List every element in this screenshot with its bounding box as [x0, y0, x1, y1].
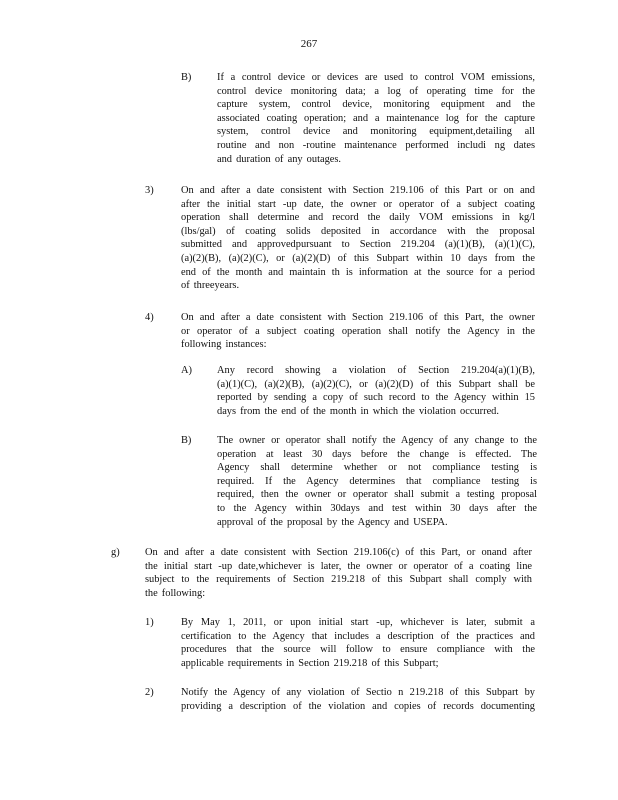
text-line: associated coating operation; and a maintenance log for the capture — [217, 112, 535, 124]
text-line: If a control device or devices are used to control VOM emissions, — [217, 72, 535, 83]
text-line: required. If the Agency determines that compliance testing is — [217, 475, 537, 487]
text-line: the initial start -up date,whichever is later, the owner or operator of a coating line — [145, 560, 532, 572]
item-text — [217, 434, 537, 529]
item-label: 3) — [145, 185, 154, 196]
text-line: By May 1, 2011, or upon initial start -up, whichever is later, submit a — [181, 617, 535, 628]
text-line: Notify the Agency of any violation of Sectio n 219.218 of this Subpart by — [181, 687, 535, 698]
page-number: 267 — [300, 38, 318, 50]
text-line: reported by sending a copy of such record to the Agency within 15 — [217, 392, 535, 404]
text-line: submitted and approvedpursuant to Section 219.204 (a)(1)(B), (a)(1)(C), — [181, 239, 535, 251]
text-line: routine and non -routine maintenance performed includi ng dates — [217, 139, 535, 151]
text-line: On and after a date consistent with Section 219.106 of this Part or on and — [181, 185, 535, 196]
item-text — [181, 616, 535, 670]
text-line: following instances: — [181, 339, 267, 351]
text-line: to the Agency within 30days and test within 30 days after the — [217, 502, 537, 514]
item-label: 1) — [145, 617, 154, 628]
text-line: required, then the owner or operator shall submit a testing proposal — [217, 489, 537, 501]
item-label: B) — [181, 435, 192, 446]
item-text — [181, 184, 535, 293]
text-line: applicable requirements in Section 219.218 of this Subpart; — [181, 657, 439, 669]
item-label: 4) — [145, 312, 154, 323]
text-line: control device monitoring data; a log of operating time for the — [217, 85, 535, 97]
text-line: operation shall determine and record the daily VOM emissions in kg/l — [181, 212, 535, 224]
text-line: of threeyears. — [181, 280, 240, 292]
text-line: Agency shall determine whether or not compliance testing is — [217, 462, 537, 474]
item-label: g) — [111, 547, 120, 558]
item-text — [181, 311, 535, 352]
item-label: A) — [181, 365, 192, 376]
item-text — [217, 71, 535, 166]
text-line: capture system, control device, monitoring equipment and the — [217, 99, 535, 111]
text-line: end of the month and maintain th is information at the source for a period — [181, 266, 535, 278]
text-line: providing a description of the violation and copies of records documenting — [181, 700, 535, 712]
text-line: or operator of a subject coating operation shall notify the Agency in the — [181, 325, 535, 337]
text-line: approval of the proposal by the Agency and USEPA. — [217, 516, 448, 528]
text-line: (a)(2)(B), (a)(2)(C), or (a)(2)(D) of this Subpart within 10 days from the — [181, 252, 535, 264]
text-line: system, control device and monitoring equipment,detailing all — [217, 126, 535, 138]
text-line: subject to the requirements of Section 219.218 of this Subpart shall comply with — [145, 574, 532, 586]
text-line: Any record showing a violation of Section 219.204(a)(1)(B), — [217, 365, 535, 376]
text-line: operation at least 30 days before the change is effected. The — [217, 448, 537, 460]
item-label: 2) — [145, 687, 154, 698]
text-line: after the initial start -up date, the owner or operator of a subject coating — [181, 198, 535, 210]
item-text — [217, 364, 535, 418]
text-line: and duration of any outages. — [217, 153, 342, 165]
text-line: the following: — [145, 587, 206, 599]
text-line: On and after a date consistent with Section 219.106(c) of this Part, or onand after — [145, 547, 532, 558]
text-line: procedures that the source will follow to ensure compliance with the — [181, 644, 535, 656]
text-line: The owner or operator shall notify the Agency of any change to the — [217, 435, 537, 446]
text-line: On and after a date consistent with Section 219.106 of this Part, the owner — [181, 312, 535, 323]
text-line: days from the end of the month in which the violation occurred. — [217, 405, 499, 417]
text-line: certification to the Agency that includes a description of the practices and — [181, 630, 535, 642]
item-text — [181, 686, 535, 713]
text-line: (a)(1)(C), (a)(2)(B), (a)(2)(C), or (a)(2)(D) of this Subpart shall be — [217, 378, 535, 390]
item-text — [145, 546, 532, 600]
item-label: B) — [181, 72, 192, 83]
text-line: (lbs/gal) of coating solids deposited in accordance with the proposal — [181, 225, 535, 237]
